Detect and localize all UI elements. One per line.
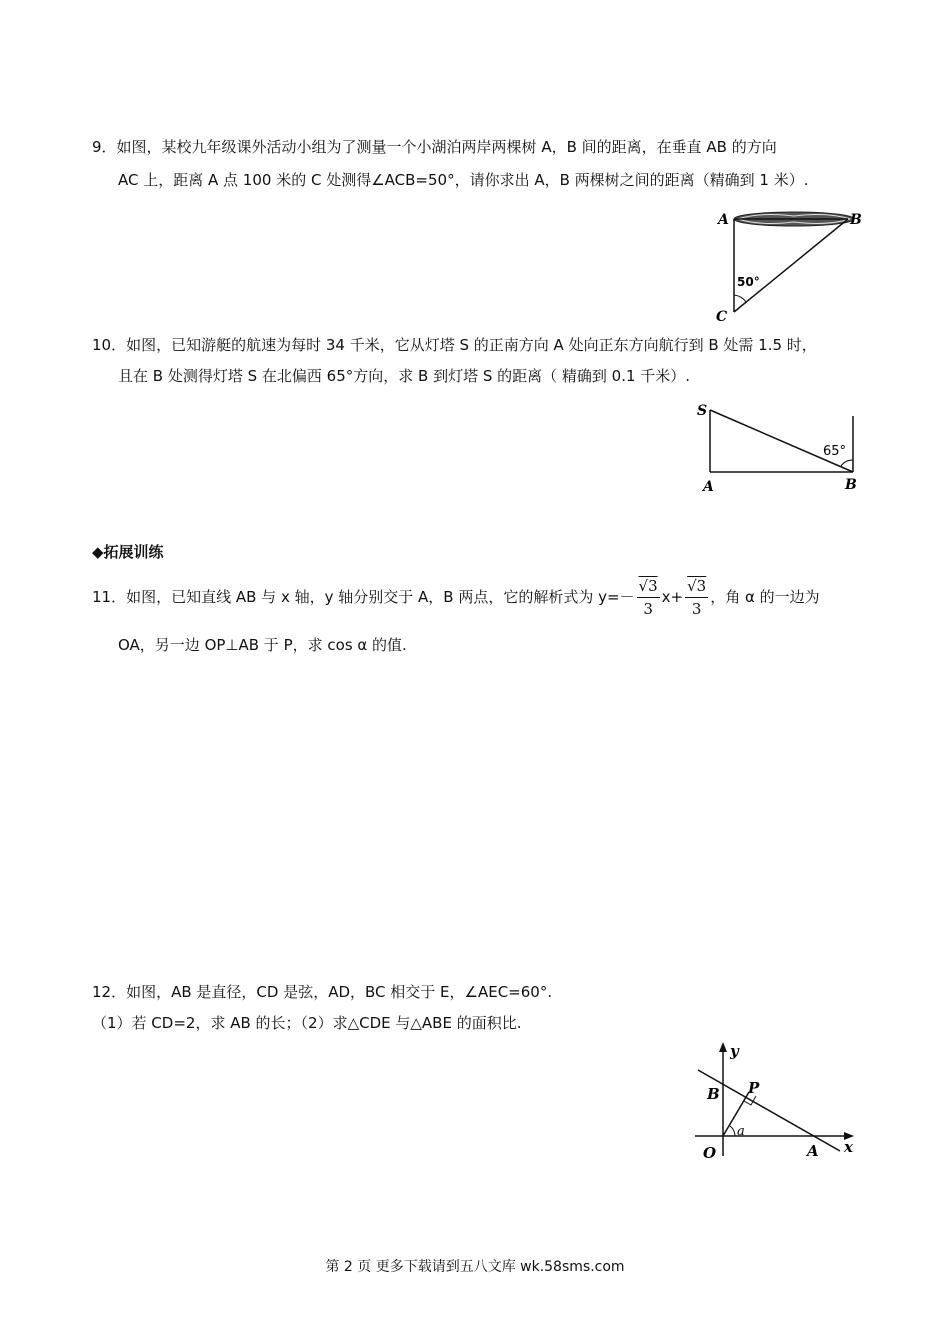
angle-arc-alpha	[730, 1126, 735, 1136]
fraction-2-denominator: 3	[691, 600, 702, 618]
q9-figure	[710, 200, 870, 325]
label-p: P	[748, 1079, 760, 1097]
q9-line-1: 9．如图，某校九年级课外活动小组为了测量一个小湖泊两岸两棵树 A，B 间的距离，在垂直 AB 的方向	[92, 138, 777, 156]
label-a: A	[807, 1142, 819, 1160]
line-ab	[698, 1070, 840, 1151]
label-c: C	[716, 309, 728, 325]
label-y: y	[730, 1042, 739, 1060]
segment-sb	[710, 410, 853, 472]
label-alpha: a	[737, 1124, 745, 1139]
label-a: A	[718, 212, 729, 228]
label-b: B	[845, 477, 857, 493]
q10-line-2: 且在 B 处测得灯塔 S 在北偏西 65°方向，求 B 到灯塔 S 的距离（ 精确到 0.1 千米）.	[118, 367, 691, 385]
q10-figure	[695, 400, 870, 498]
q11-fraction-1	[637, 575, 660, 620]
q11-line-1	[92, 574, 820, 620]
section-title: ◆拓展训练	[92, 543, 164, 561]
q11-fraction-2	[685, 575, 708, 620]
segment-op	[723, 1092, 749, 1136]
q11-suffix: ，角 α 的一边为	[710, 588, 820, 606]
q11-mid: x+	[661, 588, 684, 606]
angle-label: 50°	[737, 275, 760, 289]
fraction-2-numerator: √3	[685, 575, 708, 598]
angle-arc-c	[734, 295, 746, 302]
label-s: S	[697, 403, 708, 419]
label-a: A	[703, 479, 714, 495]
q9-line-2: AC 上，距离 A 点 100 米的 C 处测得∠ACB=50°，请你求出 A，B 两棵树之间的距离（精确到 1 米）.	[118, 171, 809, 189]
angle-label: 65°	[823, 444, 847, 459]
q12-line-2: （1）若 CD=2，求 AB 的长；（2）求△CDE 与△ABE 的面积比.	[92, 1014, 522, 1032]
fraction-1-numerator: √3	[637, 575, 660, 598]
label-b: B	[707, 1085, 720, 1103]
q12-figure	[690, 1038, 865, 1168]
q11-line-2: OA，另一边 OP⊥AB 于 P，求 cos α 的值.	[118, 636, 407, 654]
y-axis-arrow	[719, 1042, 727, 1052]
fraction-1-denominator: 3	[643, 600, 653, 618]
q11-prefix: 11．如图，已知直线 AB 与 x 轴，y 轴分别交于 A，B 两点，它的解析式为 y=－	[92, 588, 635, 606]
q10-line-1: 10．如图，已知游艇的航速为每时 34 千米，它从灯塔 S 的正南方向 A 处向正东方向航行到 B 处需 1.5 时，	[92, 336, 817, 354]
q12-line-1: 12．如图，AB 是直径，CD 是弦，AD，BC 相交于 E，∠AEC=60°.	[92, 983, 553, 1001]
label-b: B	[850, 212, 862, 228]
label-x: x	[844, 1138, 853, 1156]
angle-arc-b	[841, 460, 853, 466]
label-o: O	[703, 1144, 717, 1162]
page-footer: 第 2 页 更多下载请到五八文库 wk.58sms.com	[325, 1259, 625, 1275]
segment-cb	[734, 219, 848, 312]
